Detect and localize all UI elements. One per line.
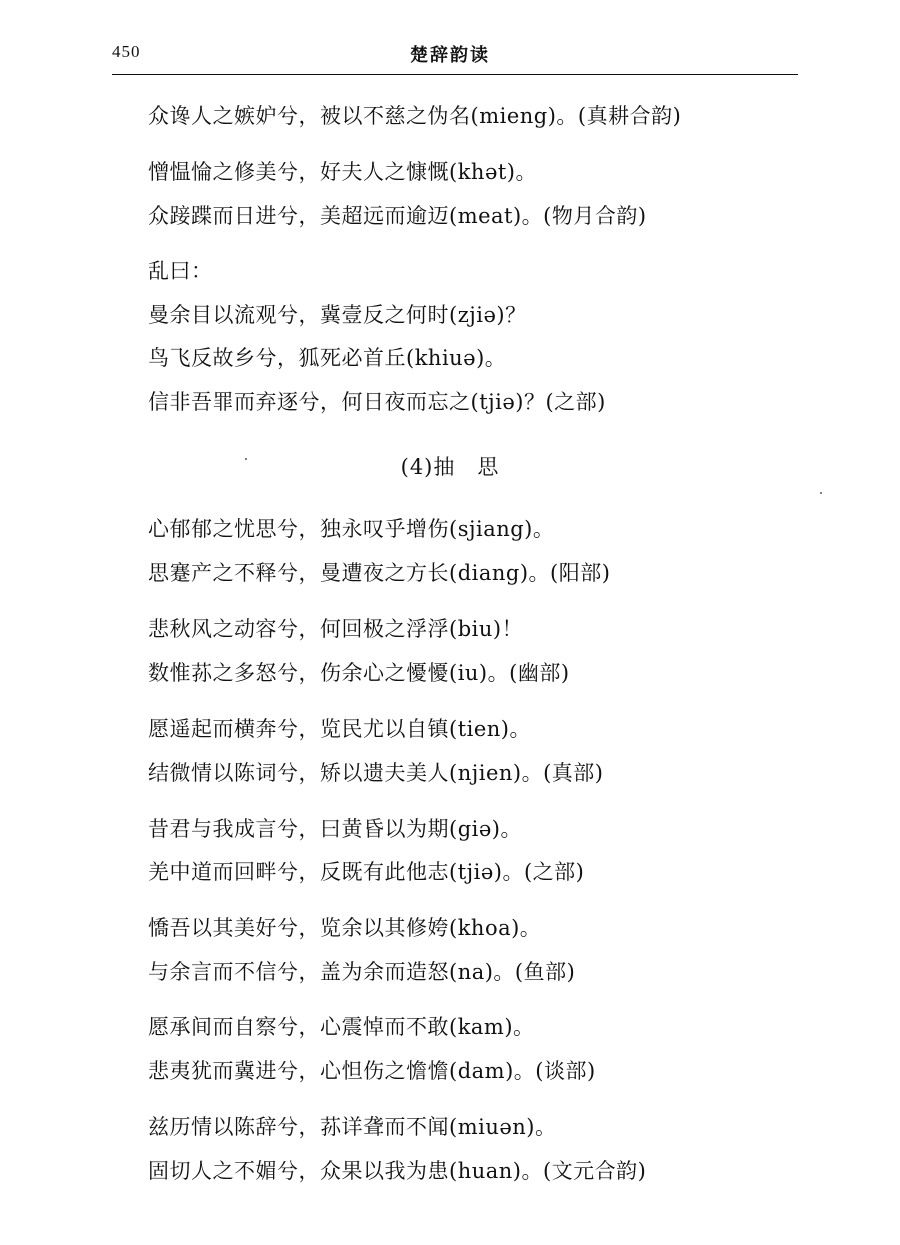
verse-line: 众踥蹀而日进兮，美超远而逾迈(meat)。(物月合韵)	[148, 204, 647, 228]
verse-line: 信非吾罪而弃逐兮，何日夜而忘之(tjiə)？(之部)	[148, 390, 606, 414]
verse-line: 憎愠惀之修美兮，好夫人之慷慨(khət)。	[148, 160, 538, 184]
verse-line: 曼余目以流观兮，冀壹反之何时(zjiə)？	[148, 303, 527, 327]
running-title: 楚辞韵读	[410, 45, 490, 66]
verse-line: 固切人之不媚兮，众果以我为患(huan)。(文元合韵)	[148, 1159, 647, 1183]
verse-line: 憍吾以其美好兮，览余以其修姱(khoa)。	[148, 916, 542, 940]
scan-speck	[245, 458, 247, 460]
verse-line: 与余言而不信兮，盖为余而造怒(na)。(鱼部)	[148, 960, 576, 984]
verse-line: 鸟飞反故乡兮，狐死必首丘(khiuə)。	[148, 346, 507, 370]
verse-line: 兹历情以陈辞兮，荪详聋而不闻(miuən)。	[148, 1115, 557, 1139]
page-number: 450	[112, 42, 141, 61]
verse-line: 悲秋风之动容兮，何回极之浮浮(biu)！	[148, 617, 524, 641]
verse-line: 乱曰：	[148, 259, 213, 283]
verse-line: 结微情以陈词兮，矫以遗夫美人(njien)。(真部)	[148, 761, 604, 785]
verse-line: 众谗人之嫉妒兮，被以不慈之伪名(mieng)。(真耕合韵)	[148, 104, 682, 128]
verse-line: 悲夷犹而冀进兮，心怛伤之憺憺(dam)。(谈部)	[148, 1059, 596, 1083]
scan-speck	[820, 492, 822, 494]
verse-line: 羌中道而回畔兮，反既有此他志(tjiə)。(之部)	[148, 860, 585, 884]
verse-line: 愿承间而自察兮，心震悼而不敢(kam)。	[148, 1015, 535, 1039]
section-heading: (4)抽 思	[400, 455, 500, 479]
verse-line: 思蹇产之不释兮，曼遭夜之方长(diang)。(阳部)	[148, 561, 611, 585]
verse-line: 愿遥起而横奔兮，览民尤以自镇(tien)。	[148, 717, 531, 741]
verse-line: 心郁郁之忧思兮，独永叹乎增伤(sjiang)。	[148, 517, 555, 541]
verse-line: 昔君与我成言兮，曰黄昏以为期(giə)。	[148, 817, 522, 841]
verse-line: 数惟荪之多怒兮，伤余心之懮懮(iu)。(幽部)	[148, 661, 570, 685]
